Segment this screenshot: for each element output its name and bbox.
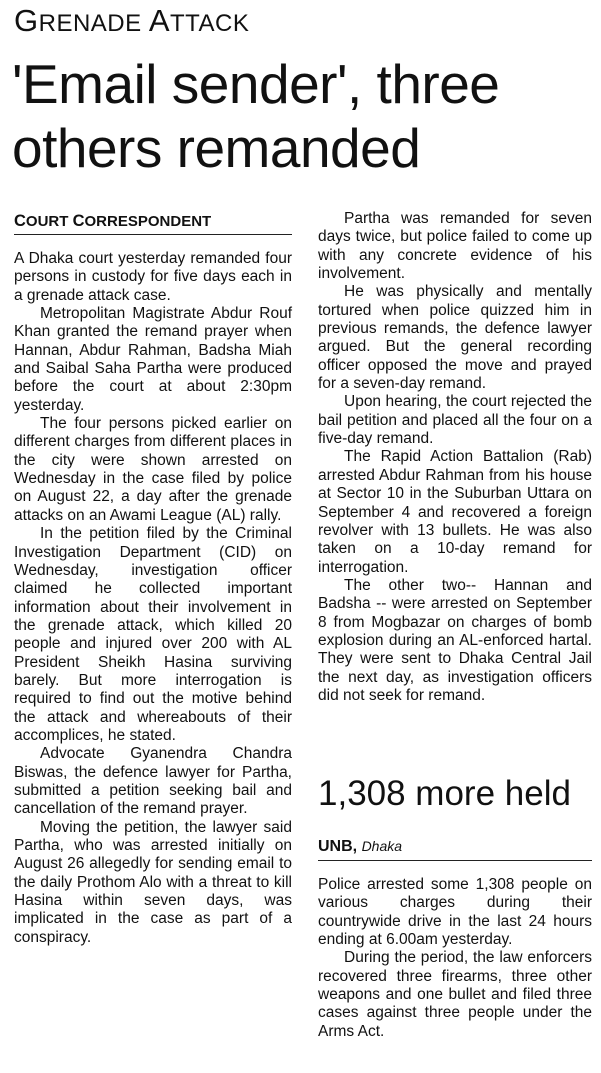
second-story-headline: 1,308 more held — [318, 774, 571, 813]
second-story-byline — [318, 836, 592, 861]
kicker-rest-2: TTACK — [170, 10, 250, 37]
story-paragraph: Metropolitan Magistrate Abdur Rouf Khan granted the remand prayer when Hannan, Abdur Rahman, Badsha Miah and Saibal Saha Partha were produced before the court at about 2:30pm yesterday. — [14, 305, 292, 414]
byline-rest-2: ORRESPONDENT — [84, 213, 212, 230]
byline-rest-1: OURT — [25, 213, 73, 230]
story-paragraph: The other two-- Hannan and Badsha -- were arrested on September 8 from Mogbazar on charges of bomb explosion during an AL-enforced hartal. They were sent to Dhaka Central Jail the next day, as investigation officers did not seek for remand. — [318, 576, 592, 704]
news-agency: UNB, — [318, 838, 358, 855]
story-paragraph: Moving the petition, the lawyer said Partha, who was arrested initially on August 26 allegedly for sending email to the daily Prothom Alo with a threat to kill Hasina within seven days, was implicated in the case as part of a conspiracy. — [14, 818, 292, 946]
story-paragraph: He was physically and mentally tortured when police quizzed him in previous remands, the defence lawyer argued. But the general recording officer opposed the move and prayed for a seven-day remand. — [318, 283, 592, 393]
kicker-initial-2: A — [148, 3, 170, 38]
second-story-body — [318, 876, 592, 1041]
story-paragraph: In the petition filed by the Criminal Investigation Department (CID) on Wednesday, investigation officer claimed he collected important information about their involvement in the grenade attack, which killed 20 people and injured over 200 with AL President Sheikh Hasina surviving barely. But more interrogation is required to find out the motive behind the attack and whereabouts of their accomplices, he stated. — [14, 525, 292, 744]
byline-initial-1: C — [14, 212, 26, 230]
story-paragraph: A Dhaka court yesterday remanded four persons in custody for five days each in a grenade attack case. — [14, 250, 292, 304]
main-story-column-right — [318, 210, 592, 705]
section-kicker — [14, 3, 250, 38]
story-paragraph: Upon hearing, the court rejected the bail petition and placed all the four on a five-day remand. — [318, 393, 592, 448]
story-paragraph: Police arrested some 1,308 people on various charges during their countrywide drive in the last 24 hours ending at 6.00am yesterday. — [318, 876, 592, 949]
story-paragraph: The four persons picked earlier on different charges from different places in the city were shown arrested on Wednesday in the case filed by police on August 22, a day after the grenade attacks on an Awami League (AL) rally. — [14, 415, 292, 524]
article-headline: 'Email sender', three others remanded — [12, 53, 500, 179]
article-byline — [14, 212, 292, 235]
story-paragraph: Partha was remanded for seven days twice, but police failed to come up with any concrete evidence of his involvement. — [318, 210, 592, 283]
kicker-rest-1: RENADE — [38, 10, 149, 37]
dateline-place: Dhaka — [361, 838, 403, 854]
byline-initial-2: C — [72, 212, 85, 230]
story-paragraph: The Rapid Action Battalion (Rab) arrested Abdur Rahman from his house at Sector 10 in the Suburban Uttara on September 4 and recovered a foreign revolver with 13 bullets. He was also taken on a 10-day remand for interrogation. — [318, 448, 592, 576]
kicker-initial-1: G — [14, 3, 39, 38]
story-paragraph: During the period, the law enforcers recovered three firearms, three other weapons and one bullet and filed three cases against three people under the Arms Act. — [318, 949, 592, 1040]
main-story-column-left — [14, 250, 292, 947]
story-paragraph: Advocate Gyanendra Chandra Biswas, the defence lawyer for Partha, submitted a petition seeking bail and cancellation of the remand prayer. — [14, 745, 292, 818]
